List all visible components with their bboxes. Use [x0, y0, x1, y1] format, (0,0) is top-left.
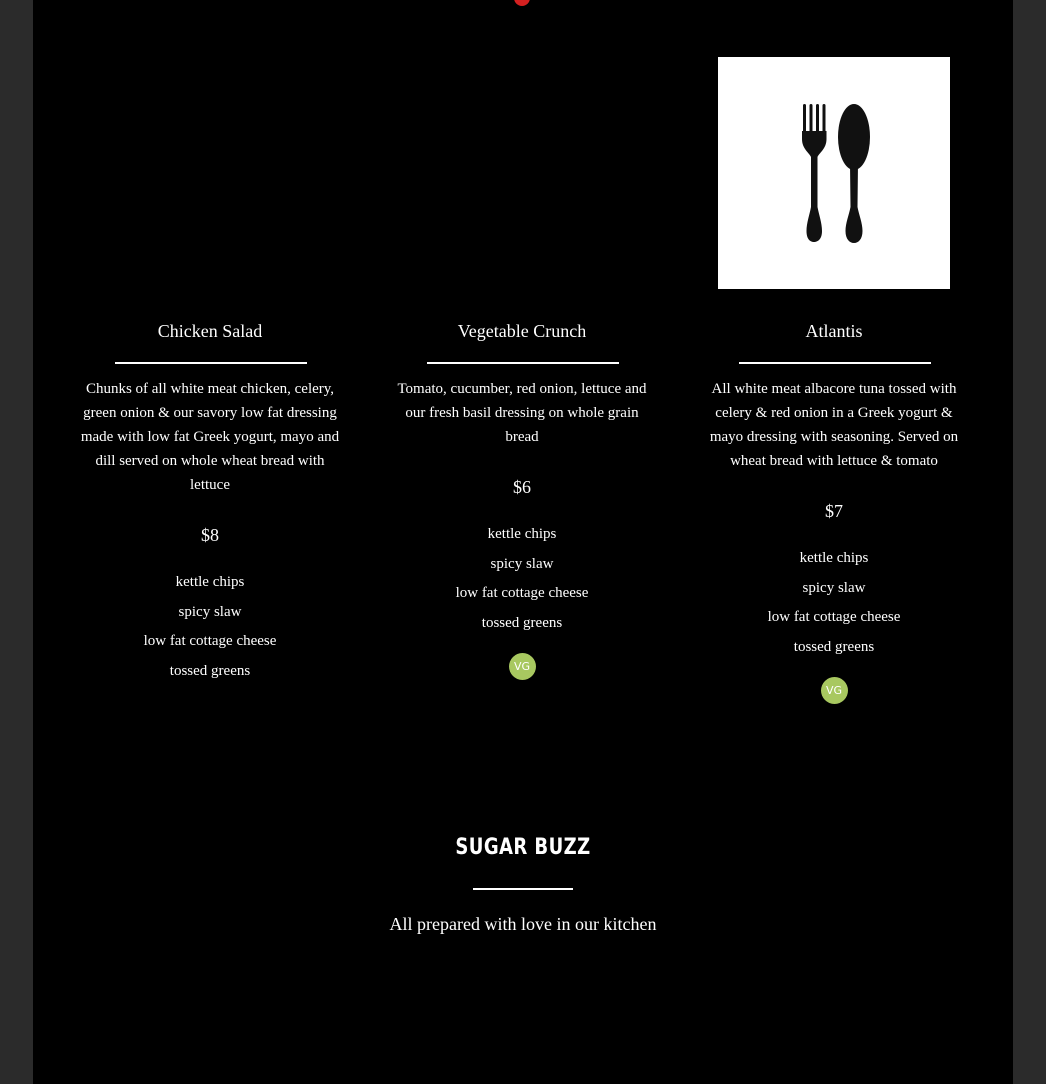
menu-item-description: Chunks of all white meat chicken, celery, green onion & our savory low fat dressing made with low fat Greek yogurt, mayo and dill served on whole wheat bread with lettuce	[80, 381, 340, 493]
side-item: tossed greens	[793, 638, 875, 655]
side-item: kettle chips	[487, 526, 557, 542]
menu-item-description: All white meat albacore tuna tossed with celery & red onion in a Greek yogurt & mayo dressing with seasoning. Served on wheat bread with lettuce & tomato	[709, 381, 959, 469]
menu-item-divider	[427, 362, 619, 364]
menu-item-divider	[739, 362, 931, 364]
section-divider	[473, 888, 573, 890]
menu-item-price: $8	[201, 525, 219, 545]
menu-item-description: Tomato, cucumber, red onion, lettuce and our fresh basil dressing on whole grain bread	[397, 381, 647, 445]
side-item: kettle chips	[175, 574, 245, 590]
side-item: tossed greens	[481, 614, 563, 631]
menu-item-divider	[115, 362, 307, 364]
side-item: spicy slaw	[490, 555, 554, 572]
side-item: low fat cottage cheese	[455, 585, 589, 602]
section-title: SUGAR BUZZ	[455, 835, 591, 860]
section-subtitle: All prepared with love in our kitchen	[389, 914, 657, 934]
side-item: spicy slaw	[802, 579, 866, 596]
side-item: low fat cottage cheese	[143, 633, 277, 650]
side-item: spicy slaw	[178, 603, 242, 620]
sides-list	[78, 573, 342, 691]
side-item: tossed greens	[169, 662, 251, 679]
menu-item-image	[718, 57, 950, 289]
menu-page	[33, 0, 1013, 1084]
sides-list	[390, 525, 654, 643]
side-item: low fat cottage cheese	[767, 609, 901, 626]
menu-item-price: $7	[825, 501, 843, 521]
section-marker-dot	[514, 0, 530, 6]
sides-list	[702, 549, 966, 667]
menu-item-name: Atlantis	[805, 321, 863, 341]
fork-and-spoon-icon	[718, 57, 950, 289]
menu-item-price: $6	[513, 477, 531, 497]
vegetarian-badge: VG	[821, 677, 848, 704]
menu-item-name: Chicken Salad	[157, 321, 263, 341]
vegetarian-badge: VG	[509, 653, 536, 680]
menu-item-name: Vegetable Crunch	[457, 321, 587, 341]
side-item: kettle chips	[799, 550, 869, 566]
